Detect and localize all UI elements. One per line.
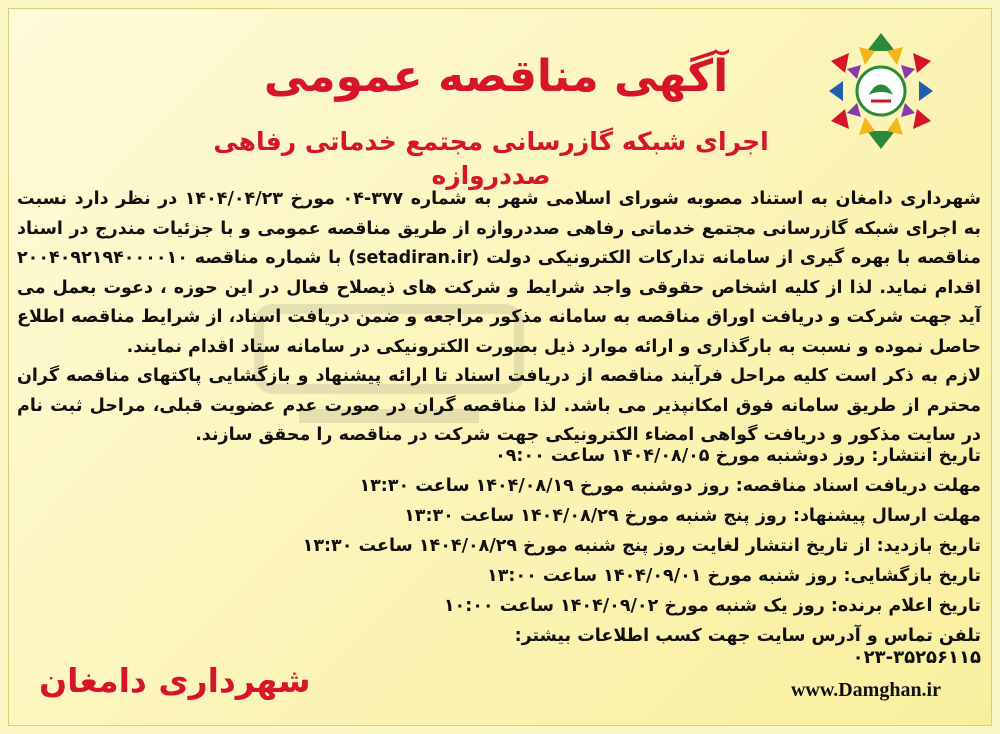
body-paragraph-1: شهرداری دامغان به استناد مصوبه شورای اسلامی شهر به شماره ۳۷۷-۰۴ مورخ ۱۴۰۴/۰۴/۲۳ در نظر دارد نسبت به اجرای شبکه گازرسانی مجتمع خدماتی رفاهی صددروازه از طریق مناقصه عمومی و با جزئیات مندرج در اسناد مناقصه با بهره گیری از سامانه تدارکات الکترونیکی دولت (setadiran.ir) با شماره مناقصه ۲۰۰۴۰۹۲۱۹۴۰۰۰۰۱۰ اقدام نماید. لذا از کلیه اشخاص حقوقی واجد شرایط و شرکت های ذیصلاح فعال در این حوزه ، دعوت بعمل می آید جهت شرکت و دریافت اوراق مناقصه به سامانه مذکور مراجعه و ضمن دریافت اسناد، از شرایط مناقصه اطلاع حاصل نموده و نسبت به بارگذاری و ارائه موارد ذیل بصورت الکترونیکی در سامانه ستاد اقدام نمایند. [17,189,981,357]
tender-notice [8,8,992,726]
schedule-item-winner-date: تاریخ اعلام برنده: روز یک شنبه مورخ ۱۴۰۴/۰۹/۰۲ ساعت ۱۰:۰۰ [443,596,981,616]
municipality-logo-icon [827,29,935,159]
contact-website[interactable]: www.Damghan.ir [790,679,941,701]
schedule-item-publish-date: تاریخ انتشار: روز دوشنبه مورخ ۱۴۰۴/۰۸/۰۵ ساعت ۰۹:۰۰ [495,446,981,466]
schedule-item-documents-deadline: مهلت دریافت اسناد مناقصه: روز دوشنبه مورخ ۱۴۰۴/۰۸/۱۹ ساعت ۱۳:۳۰ [359,476,981,496]
notice-subtitle: اجرای شبکه گازرسانی مجتمع خدماتی رفاهی صددروازه [213,127,769,190]
contact-phone: ۰۲۳-۳۵۲۵۶۱۱۵ [852,647,981,668]
schedule-item-proposal-deadline: مهلت ارسال پیشنهاد: روز پنج شنبه مورخ ۱۴۰۴/۰۸/۲۹ ساعت ۱۳:۳۰ [404,506,981,526]
issuer-signature: شهرداری دامغان [39,661,311,700]
notice-body [17,185,981,451]
body-paragraph-2: لازم به ذکر است کلیه مراحل فرآیند مناقصه از دریافت اسناد تا ارائه پیشنهاد و بازگشایی پاکتهای مناقصه گران محترم از طریق سامانه فوق امکانپذیر می باشد. لذا مناقصه گران در صورت عدم عضویت قبلی، مراحل ثبت نام در سایت مذکور و دریافت گواهی امضاء الکترونیکی جهت شرکت در مناقصه را محقق سازند. [17,366,981,445]
notice-title: آگهی مناقصه عمومی [263,51,729,102]
schedule-item-opening-date: تاریخ بازگشایی: روز شنبه مورخ ۱۴۰۴/۰۹/۰۱ ساعت ۱۳:۰۰ [487,566,981,586]
schedule-item-visit-date: تاریخ بازدید: از تاریخ انتشار لغایت روز پنج شنبه مورخ ۱۴۰۴/۰۸/۲۹ ساعت ۱۳:۳۰ [302,536,981,556]
schedule-list [281,441,981,651]
schedule-item-contact-heading: تلفن تماس و آدرس سایت جهت کسب اطلاعات بیشتر: [514,626,981,646]
